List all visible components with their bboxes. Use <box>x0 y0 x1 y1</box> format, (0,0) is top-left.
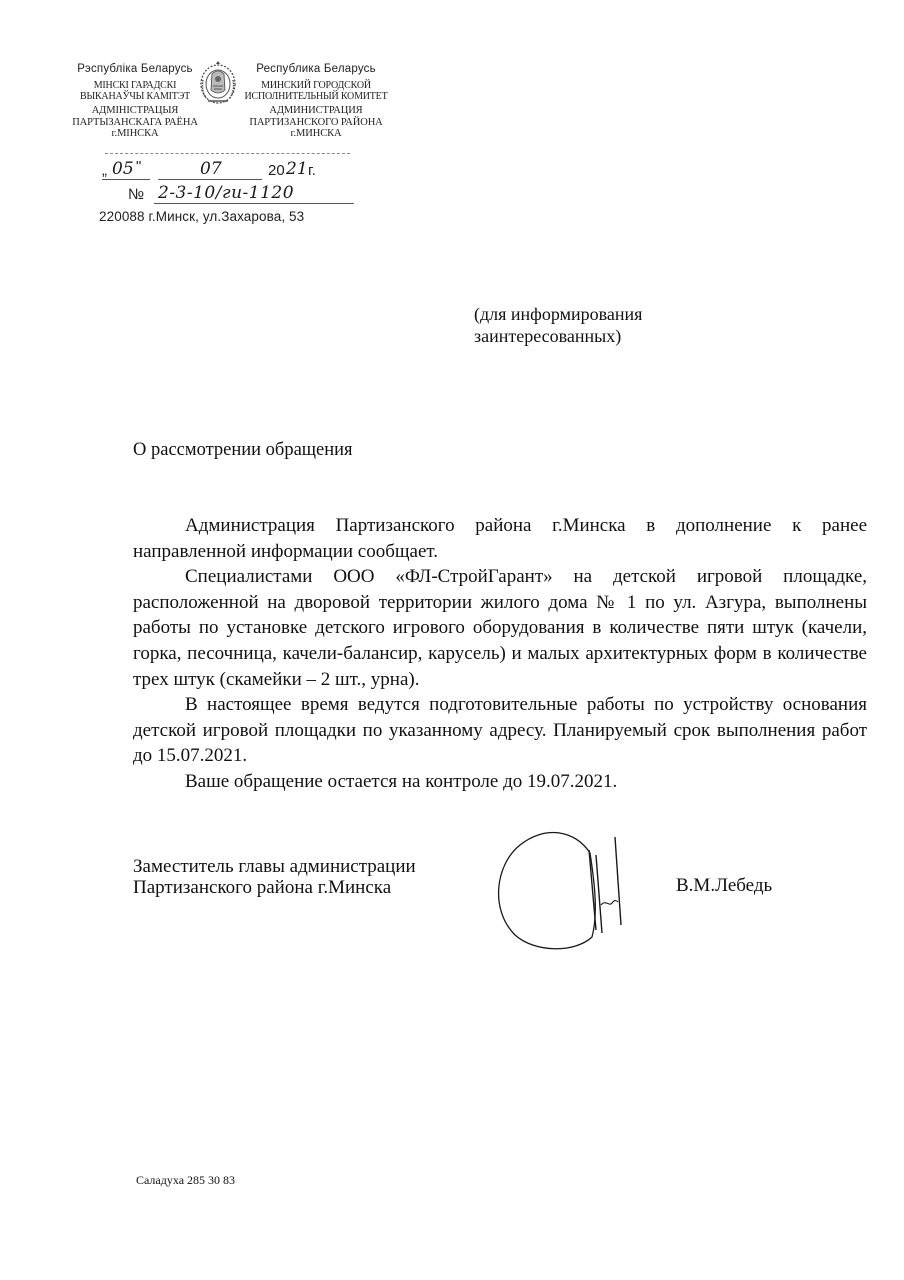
adm-line-2-by: ПАРТЫЗАНСКАГА РАЁНА <box>72 116 198 128</box>
paragraph-1: Администрация Партизанского района г.Минска в дополнение к ранее направленной информации сообщает. <box>133 515 867 562</box>
org-line-2-by: ВЫКАНАЎЧЫ КАМІТЭТ <box>79 91 191 102</box>
signatory-title-line-2: Партизанского района г.Минска <box>133 877 392 898</box>
letterhead-divider <box>105 153 350 154</box>
country-ru: Республика Беларусь <box>256 63 376 75</box>
adm-line-1-by: АДМІНІСТРАЦЫЯ <box>91 105 179 116</box>
number-underline <box>154 203 354 204</box>
country-by: Рэспубліка Беларусь <box>77 63 193 75</box>
date-day: 05 <box>112 159 134 179</box>
number-value: 2-3-10/ги-1120 <box>158 183 295 203</box>
signatory-name: В.М.Лебедь <box>676 875 773 896</box>
adm-line-2-ru: ПАРТИЗАНСКОГО РАЙОНА <box>249 116 383 128</box>
document-number <box>128 184 368 208</box>
paragraph-2: Специалистами ООО «ФЛ-СтройГарант» на детской игровой площадке, расположенной на дворовой территории жилого дома № 1 по ул. Азгура, выполнены работы по установке детского игрового оборудования в количестве пяти штук (качели, горка, песочница, качели-балансир, карусель) и малых архитектурных форм в количестве трех штук (скамейки – 2 шт., урна). <box>133 566 867 690</box>
executor-contact: Саладуха 285 30 83 <box>136 1173 236 1187</box>
letter-body <box>133 513 867 795</box>
signatory-title-line-1: Заместитель главы администрации <box>133 856 416 877</box>
adm-line-3-ru: г.МИНСКА <box>290 128 342 139</box>
handwritten-signature-icon <box>490 825 640 955</box>
paragraph-3: В настоящее время ведутся подготовительные работы по устройству основания детской игровой площадки по указанному адресу. Планируемый срок выполнения работ до 15.07.2021. <box>133 694 867 767</box>
coat-of-arms-icon <box>196 60 240 108</box>
recipient-line-1: (для информирования <box>474 304 643 324</box>
org-line-1-ru: МИНСКИЙ ГОРОДСКОЙ <box>261 80 371 91</box>
recipient-line-2: заинтересованных) <box>474 326 622 346</box>
date-month: 07 <box>200 159 222 179</box>
number-label: № <box>128 186 145 203</box>
adm-line-1-ru: АДМИНИСТРАЦИЯ <box>269 105 363 116</box>
recipient <box>474 303 642 347</box>
day-underline <box>102 179 150 180</box>
date-year-suffix: г. <box>308 162 316 179</box>
signatory-title <box>133 856 416 898</box>
date-year-prefix: 20 <box>268 162 285 179</box>
document-date <box>96 160 356 184</box>
letterhead-russian <box>236 62 396 140</box>
quote-open: „ <box>102 162 107 179</box>
quote-close: " <box>136 158 142 175</box>
letterhead-belarusian <box>60 62 210 140</box>
org-line-2-ru: ИСПОЛНИТЕЛЬНЫЙ КОМИТЕТ <box>244 91 388 102</box>
date-year-hand: 21 <box>286 159 308 179</box>
month-underline <box>158 179 262 180</box>
sender-address: 220088 г.Минск, ул.Захарова, 53 <box>99 209 305 224</box>
paragraph-4: Ваше обращение остается на контроле до 19.07.2021. <box>185 770 618 792</box>
adm-line-3-by: г.МІНСКА <box>111 128 159 139</box>
subject: О рассмотрении обращения <box>133 440 353 460</box>
org-line-1-by: МІНСКІ ГАРАДСКІ <box>93 80 177 91</box>
